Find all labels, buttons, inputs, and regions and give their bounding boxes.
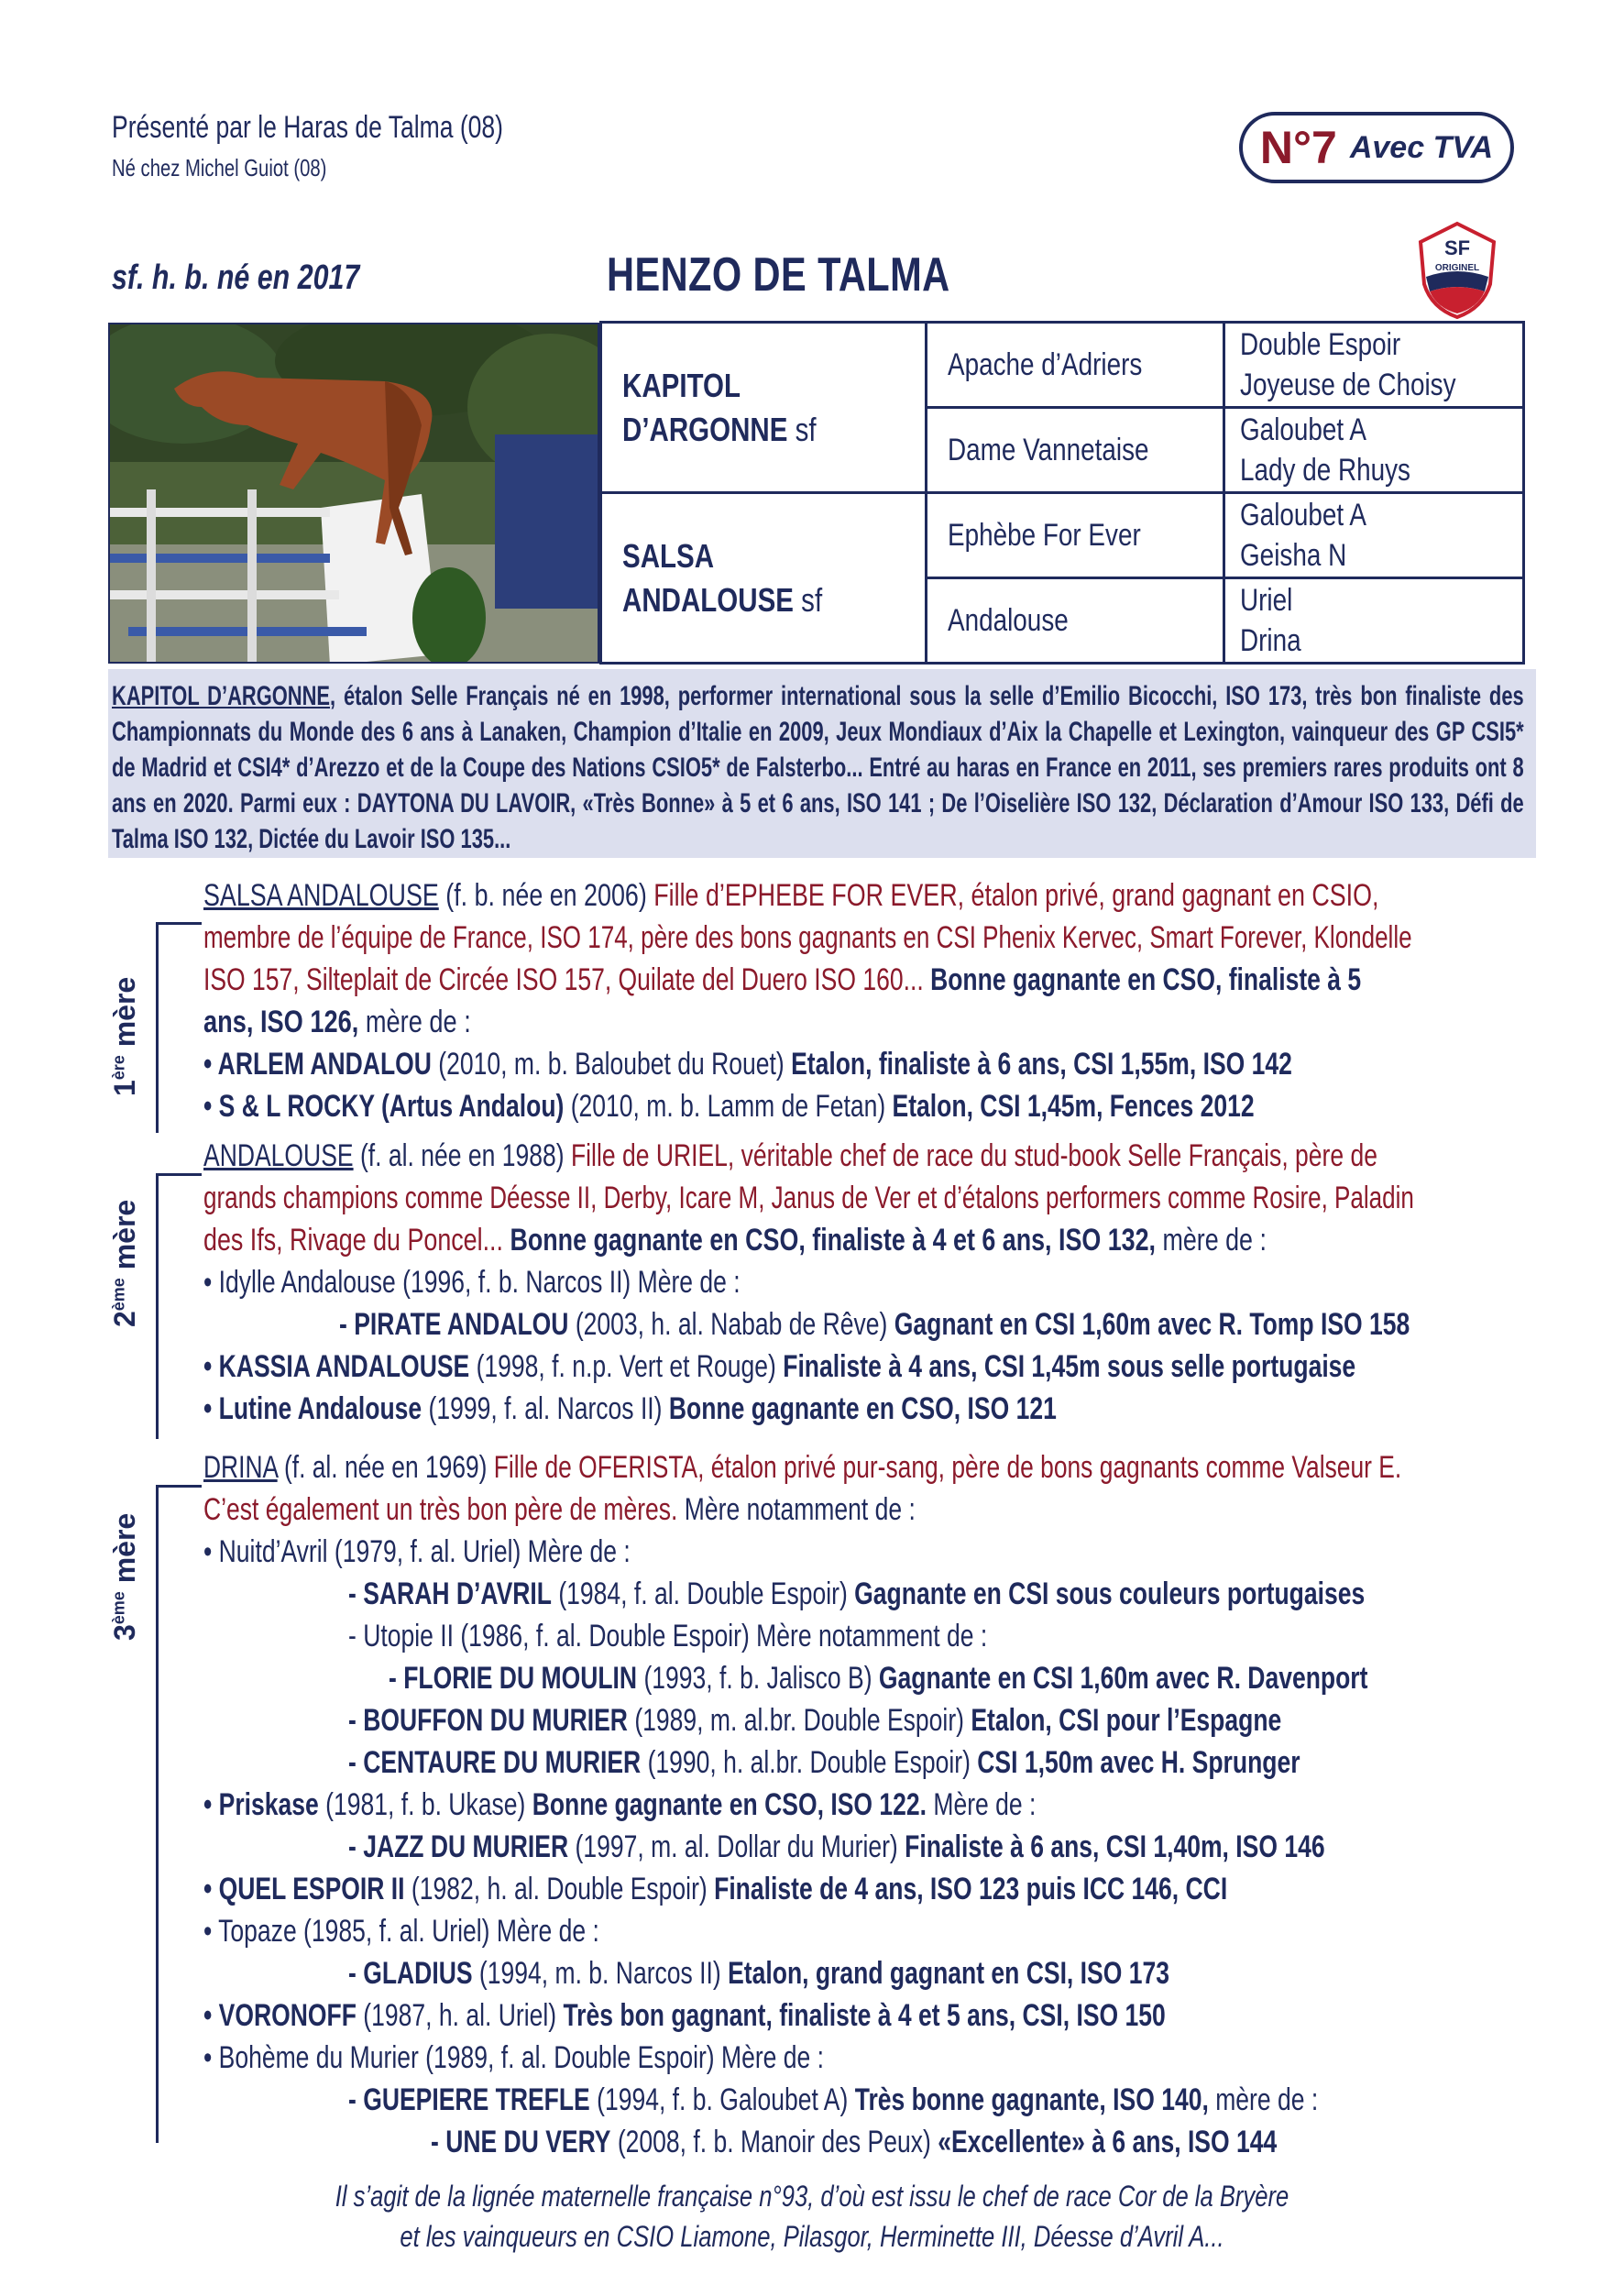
pedigree-gen3-4a: Uriel <box>1240 583 1293 618</box>
dam2-line2: grands champions comme Déesse II, Derby, Icare M, Janus de Ver et d’étalons performers comme Rosire, Paladin <box>203 1181 1414 1215</box>
pedigree-dam-dam: Andalouse <box>927 578 1224 664</box>
dam1-line2: membre de l’équipe de France, ISO 174, père des bons gagnants en CSI Phenix Kervec, Smart Forever, Klondelle <box>203 920 1412 955</box>
sf-originel-logo <box>1417 220 1498 321</box>
presenter-text: Présenté par le Haras de Talma (08) <box>112 110 503 145</box>
dam3-product-2: • Priskase (1981, f. b. Ukase) Bonne gagnante en CSO, ISO 122. Mère de : <box>203 1787 1037 1822</box>
dam1-line4: ans, ISO 126, mère de : <box>203 1005 471 1039</box>
pedigree-dam-name: SALSA ANDALOUSE <box>622 536 794 619</box>
horse-name: HENZO DE TALMA <box>607 248 950 302</box>
pedigree-sire-suffix: sf <box>795 410 817 448</box>
pedigree-gen3-1 <box>1224 323 1524 408</box>
horse-description: sf. h. b. né en 2017 <box>112 258 360 297</box>
dam1-bracket-top <box>156 922 202 925</box>
pedigree-table <box>599 321 1525 665</box>
dam2-product-3: • Lutine Andalouse (1999, f. al. Narcos II) Bonne gagnante en CSO, ISO 121 <box>203 1391 1057 1426</box>
dam3-product-5: • VORONOFF (1987, h. al. Uriel) Très bon gagnant, finaliste à 4 et 5 ans, CSI, ISO 150 <box>203 1998 1166 2033</box>
dam2-product-1: • Idylle Andalouse (1996, f. b. Narcos II) Mère de : <box>203 1265 741 1300</box>
dam3-product-1c: - BOUFFON DU MURIER (1989, m. al.br. Double Espoir) Etalon, CSI pour l’Espagne <box>348 1703 1282 1738</box>
dam1-line1: SALSA ANDALOUSE (f. b. née en 2006) Fille d’EPHEBE FOR EVER, étalon privé, grand gagnant en CSIO, <box>203 878 1379 913</box>
footer-line-1: Il s’agit de la lignée maternelle française n°93, d’où est issu le chef de race Cor de la Bryère <box>335 2180 1289 2213</box>
dam1-label: 1ère mère <box>108 976 141 1096</box>
pedigree-gen3-4b: Drina <box>1240 623 1301 658</box>
dam2-product-1a: - PIRATE ANDALOU (2003, h. al. Nabab de Rêve) Gagnant en CSI 1,60m avec R. Tomp ISO 158 <box>339 1307 1410 1342</box>
pedigree-gen3-2b: Lady de Rhuys <box>1240 453 1410 488</box>
dam1-line3: ISO 157, Silteplait de Circée ISO 157, Quilate del Duero ISO 160... Bonne gagnante en CSO, finaliste à 5 <box>203 962 1362 997</box>
pedigree-sire-dam: Dame Vannetaise <box>927 408 1224 493</box>
dam3-product-2a: - JAZZ DU MURIER (1997, m. al. Dollar du Murier) Finaliste à 6 ans, CSI 1,40m, ISO 146 <box>348 1829 1325 1864</box>
lot-badge <box>1239 112 1514 183</box>
dam3-label: 3ème mère <box>108 1512 141 1641</box>
pedigree-gen3-3 <box>1224 493 1524 578</box>
dam3-product-6b: - UNE DU VERY (2008, f. b. Manoir des Peux) «Excellente» à 6 ans, ISO 144 <box>431 2125 1278 2159</box>
sire-description-name: KAPITOL D’ARGONNE <box>112 681 331 711</box>
dam1-product-2: • S & L ROCKY (Artus Andalou) (2010, m. b. Lamm de Fetan) Etalon, CSI 1,45m, Fences 2012 <box>203 1089 1255 1124</box>
dam2-line3: des Ifs, Rivage du Poncel... Bonne gagnante en CSO, finaliste à 4 et 6 ans, ISO 132, mère de : <box>203 1223 1267 1258</box>
pedigree-gen3-2 <box>1224 408 1524 493</box>
pedigree-dam <box>601 493 927 664</box>
pedigree-dam-suffix: sf <box>801 580 823 619</box>
footer-note <box>0 2176 1624 2257</box>
pedigree-dam-sire: Ephèbe For Ever <box>927 493 1224 578</box>
pedigree-gen3-2a: Galoubet A <box>1240 412 1366 447</box>
dam3-product-1d: - CENTAURE DU MURIER (1990, h. al.br. Double Espoir) CSI 1,50m avec H. Sprunger <box>348 1745 1300 1780</box>
pedigree-gen3-1a: Double Espoir <box>1240 327 1401 362</box>
dam3-line1: DRINA (f. al. née en 1969) Fille de OFERISTA, étalon privé pur-sang, père de bons gagnants comme Valseur E. <box>203 1450 1402 1485</box>
breeder-text: Né chez Michel Guiot (08) <box>112 154 327 181</box>
pedigree-gen3-3a: Galoubet A <box>1240 498 1366 533</box>
sire-description <box>108 669 1536 858</box>
horse-photo <box>108 323 599 664</box>
pedigree-sire <box>601 323 927 493</box>
dam3-bracket-top <box>156 1485 202 1488</box>
pedigree-gen3-1b: Joyeuse de Choisy <box>1240 368 1456 402</box>
logo-originel-text: ORIGINEL <box>1434 263 1480 273</box>
dam2-label: 2ème mère <box>108 1199 141 1327</box>
dam3-bracket-line <box>156 1485 159 2143</box>
dam2-line1: ANDALOUSE (f. al. née en 1988) Fille de URIEL, véritable chef de race du stud-book Selle Français, père de <box>203 1138 1378 1173</box>
dam2-bracket-top <box>156 1173 202 1176</box>
pedigree-gen3-4 <box>1224 578 1524 664</box>
lot-vat-label: Avec TVA <box>1349 129 1494 165</box>
dam2-bracket-line <box>156 1173 159 1439</box>
dam3-product-1ba: - FLORIE DU MOULIN (1993, f. b. Jalisco B) Gagnante en CSI 1,60m avec R. Davenport <box>389 1661 1368 1696</box>
dam3-product-1b: - Utopie II (1986, f. al. Double Espoir) Mère notamment de : <box>348 1619 988 1653</box>
dam3-product-4: • Topaze (1985, f. al. Uriel) Mère de : <box>203 1914 599 1949</box>
dam3-line2: C’est également un très bon père de mères. Mère notamment de : <box>203 1492 916 1527</box>
pedigree-gen3-3b: Geisha N <box>1240 538 1347 573</box>
lot-number: N°7 <box>1259 122 1337 173</box>
dam3-product-4a: - GLADIUS (1994, m. b. Narcos II) Etalon, grand gagnant en CSI, ISO 173 <box>348 1956 1169 1991</box>
dam3-product-6a: - GUEPIERE TREFLE (1994, f. b. Galoubet A) Très bonne gagnante, ISO 140, mère de : <box>348 2082 1319 2117</box>
footer-line-2: et les vainqueurs en CSIO Liamone, Pilasgor, Herminette III, Déesse d’Avril A... <box>400 2220 1224 2253</box>
dam3-product-3: • QUEL ESPOIR II (1982, h. al. Double Espoir) Finaliste de 4 ans, ISO 123 puis ICC 146, CCI <box>203 1872 1228 1906</box>
dam3-product-1a: - SARAH D’AVRIL (1984, f. al. Double Espoir) Gagnante en CSI sous couleurs portugaises <box>348 1576 1366 1611</box>
logo-sf-text: SF <box>1443 236 1471 259</box>
dam1-product-1: • ARLEM ANDALOU (2010, m. b. Baloubet du Rouet) Etalon, finaliste à 6 ans, CSI 1,55m, ISO 142 <box>203 1047 1292 1082</box>
dam3-product-1: • Nuitd’Avril (1979, f. al. Uriel) Mère de : <box>203 1534 631 1569</box>
pedigree-sire-name: KAPITOL D’ARGONNE <box>622 366 788 448</box>
dam1-bracket-line <box>156 922 159 1133</box>
dam3-product-6: • Bohème du Murier (1989, f. al. Double Espoir) Mère de : <box>203 2040 825 2075</box>
dam2-product-2: • KASSIA ANDALOUSE (1998, f. n.p. Vert et Rouge) Finaliste à 4 ans, CSI 1,45m sous selle portugaise <box>203 1349 1356 1384</box>
pedigree-sire-sire: Apache d’Adriers <box>927 323 1224 408</box>
sire-description-body: , étalon Selle Français né en 1998, performer international sous la selle d’Emilio Bicocchi, ISO 173, très bon finaliste des Championnats du Monde des 6 ans à Lanaken, Champion d’Italie en 2009, Jeux Mondiaux d’Aix la Chapelle et Lexington, vainqueur des GP CSI5* de Madrid et CSI4* d’Arezzo et de la Coupe des Nations CSIO5* de Falsterbo... Entré au haras en France en 2011, ses premiers rares produits ont 8 ans en 2020. Parmi eux : DAYTONA DU LAVOIR, «Très Bonne» à 5 et 6 ans, ISO 141 ; De l’Oiselière ISO 132, Déclaration d’Amour ISO 133, Défi de Talma ISO 132, Dictée du Lavoir ISO 135... <box>112 681 1524 854</box>
